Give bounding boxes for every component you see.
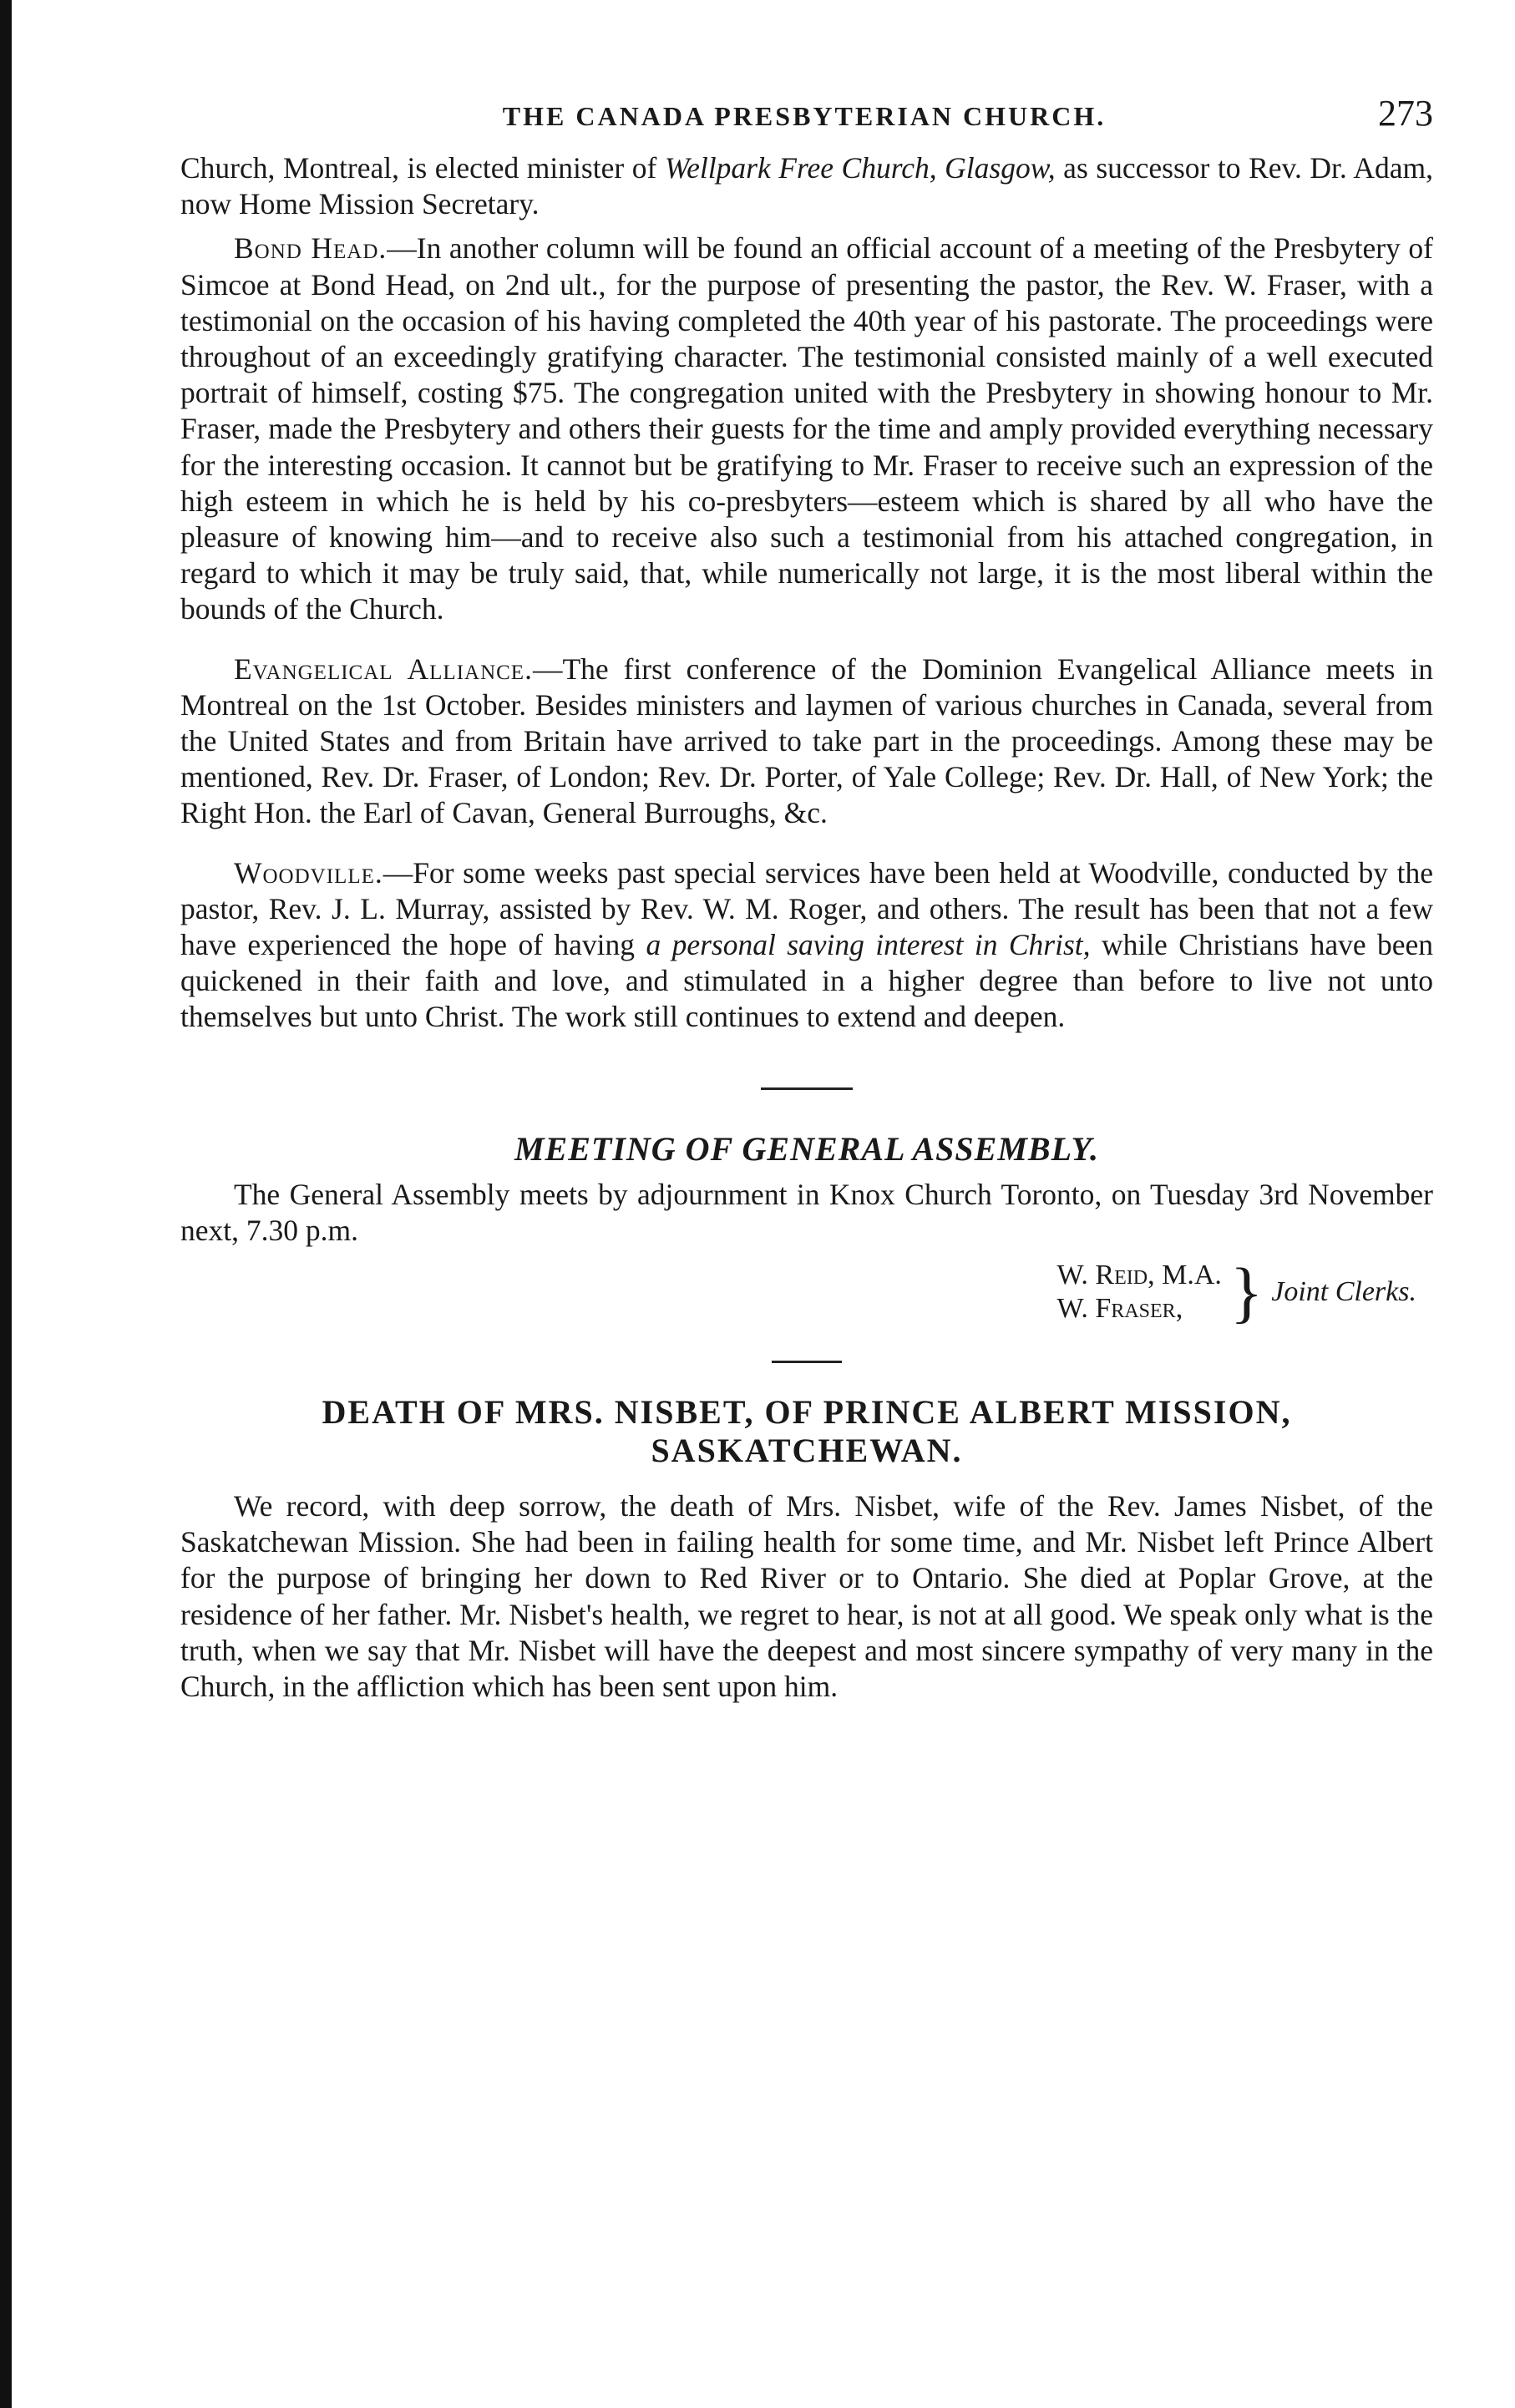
clerk-names — [1056, 1259, 1221, 1326]
intro-text-before: Church, Montreal, is elected minister of — [180, 151, 665, 185]
intro-paragraph — [180, 150, 1433, 222]
bond-head-text: —In another column will be found an official account of a meeting of the Presbytery of Simcoe at Bond Head, on 2nd ult., for the purpose of presenting the pastor, the Rev. W. Fraser, with a testimonial on the occasion of his having completed the 40th year of his pastorate. The proceedings were throughout of an exceedingly gratifying character. The testimonial consisted mainly of a well executed portrait of himself, costing $75. The congregation united with the Presbytery in showing honour to Mr. Fraser, made the Presbytery and others their guests for the time and amply provided everything necessary for the interesting occasion. It cannot but be gratifying to Mr. Fraser to receive such an expression of the high esteem in which he is held by his co-presbyters—esteem which is shared by all who have the pleasure of knowing him—and to receive also such a testimonial from his attached congregation, in regard to which it may be truly said, that, while numerically not large, it is the most liberal within the bounds of the Church. — [180, 231, 1433, 626]
running-title: THE CANADA PRESBYTERIAN CHURCH. — [502, 101, 1107, 131]
clerks-brace: } — [1229, 1254, 1264, 1331]
woodville-text-before: —For some weeks past special services have been held at Woodville, conducted by the pastor, Rev. J. L. Murray, assisted by Rev. W. M. Roger, and others. The result has been that not a few have experienced the hope of having — [180, 855, 1433, 962]
clerks-role: Joint Clerks. — [1271, 1276, 1416, 1308]
section-divider — [761, 1087, 853, 1090]
clerk-reid: W. Reid, M.A. — [1056, 1260, 1222, 1291]
evangelical-alliance-text: —The first conference of the Dominion Evangelical Alliance meets in Montreal on the 1st October. Besides ministers and laymen of various churches in Canada, several from the United States and from Britain have arrived to take part in the proceedings. Among these may be mentioned, Rev. Dr. Fraser, of London; Rev. Dr. Porter, of Yale College; Rev. Dr. Hall, of New York; the Right Hon. the Earl of Cavan, General Burroughs, &c. — [180, 651, 1433, 830]
assembly-heading: MEETING OF GENERAL ASSEMBLY. — [514, 1129, 1099, 1168]
evangelical-alliance-lead: Evangelical Alliance. — [234, 651, 533, 686]
death-heading: DEATH OF MRS. NISBET, OF PRINCE ALBERT MISSION, SASKATCHEWAN. — [322, 1393, 1292, 1470]
bond-head-lead: Bond Head. — [234, 231, 388, 266]
page — [180, 92, 1433, 1705]
bond-head-paragraph — [180, 231, 1433, 627]
death-paragraph: We record, with deep sorrow, the death of Mrs. Nisbet, wife of the Rev. James Nisbet, of the Saskatchewan Mission. She had been in failing health for some time, and Mr. Nisbet left Prince Albert for the purpose of bringing her down to Red River or to Ontario. She died at Poplar Grove, at the residence of her father. Mr. Nisbet's health, we regret to hear, is not at all good. We speak only what is the truth, when we say that Mr. Nisbet will have the deepest and most sincere sympathy of very many in the Church, in the affliction which has been sent upon him. — [180, 1489, 1433, 1704]
clerk-fraser: W. Fraser, — [1056, 1293, 1183, 1325]
running-head — [180, 92, 1433, 150]
page-number: 273 — [1378, 93, 1433, 134]
woodville-italic: a personal saving interest in Christ, — [646, 928, 1091, 962]
woodville-lead: Woodville. — [234, 855, 383, 890]
intro-church-name: Wellpark Free Church, Glasgow, — [664, 151, 1056, 185]
binding-edge — [0, 0, 12, 2408]
assembly-notice: The General Assembly meets by adjournment in Knox Church Toronto, on Tuesday 3rd November next, 7.30 p.m. — [180, 1177, 1433, 1247]
woodville-paragraph — [180, 855, 1433, 1036]
intro-text-after: as successor to Rev. Dr. Adam, now Home Mission Secretary. — [180, 151, 1433, 221]
clerks-signature — [180, 1254, 1416, 1331]
woodville-text-after: while Christians have been quickened in their faith and love, and stimulated in a higher degree than before to live not unto themselves but unto Christ. The work still continues to extend and deepen. — [180, 928, 1434, 1034]
section-divider-small — [772, 1361, 842, 1363]
evangelical-alliance-paragraph — [180, 651, 1433, 832]
